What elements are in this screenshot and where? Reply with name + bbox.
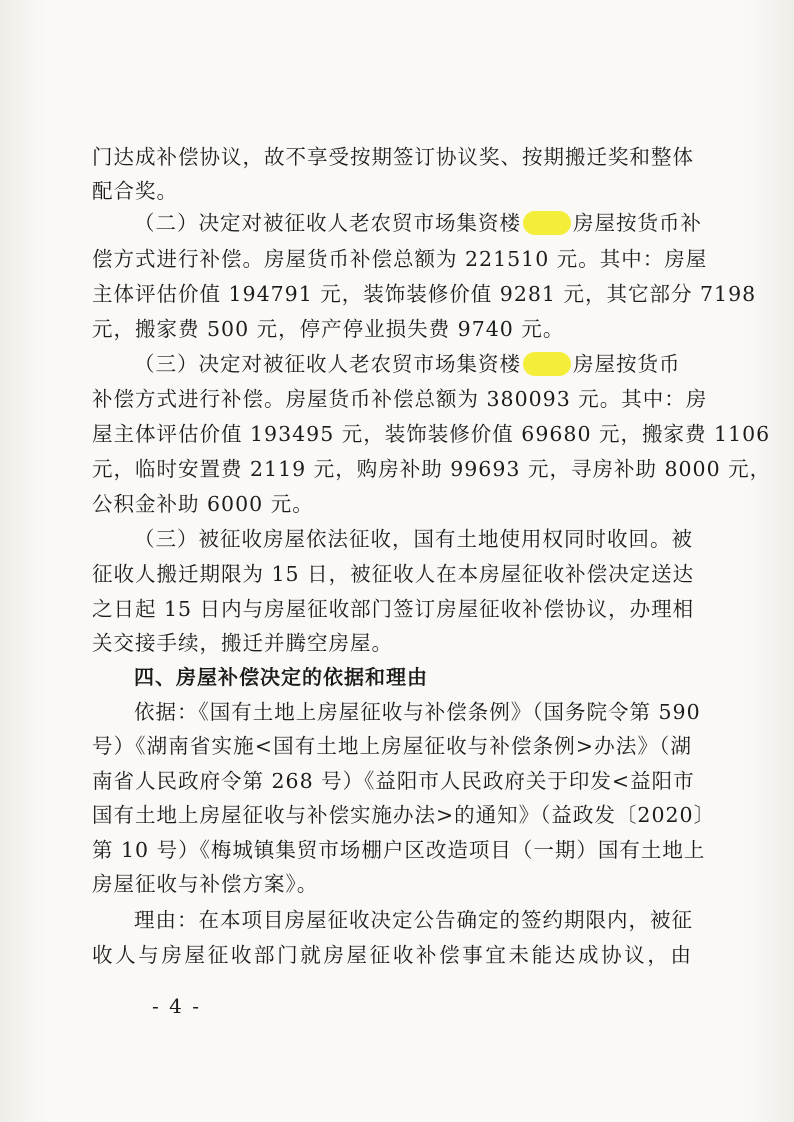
text-line: 收人与房屋征收部门就房屋征收补偿事宜未能达成协议，由 xyxy=(92,943,692,967)
text-line: 之日起 15 日内与房屋征收部门签订房屋征收补偿协议，办理相 xyxy=(92,597,695,621)
text-line: 国有土地上房屋征收与补偿实施办法>的通知》（益政发〔2020〕 xyxy=(92,803,716,827)
text-line: 号）《湖南省实施<国有土地上房屋征收与补偿条例>办法》（湖 xyxy=(92,734,692,758)
text-line: 元，临时安置费 2119 元，购房补助 99693 元，寻房补助 8000 元， xyxy=(92,457,772,481)
text-segment: （二）决定对被征收人老农贸市场集资楼 xyxy=(134,211,521,235)
text-line: 房屋征收与补偿方案》。 xyxy=(92,872,319,896)
text-line: 主体评估价值 194791 元，装饰装修价值 9281 元，其它部分 7198 xyxy=(92,282,757,306)
redaction-mark xyxy=(523,352,571,376)
page-number: - 4 - xyxy=(152,994,201,1018)
text-line xyxy=(92,349,692,379)
text-line: （三）被征收房屋依法征收，国有土地使用权同时收回。被 xyxy=(134,527,693,551)
text-segment: （三）决定对被征收人老农贸市场集资楼 xyxy=(134,352,521,376)
text-line: 补偿方式进行补偿。房屋货币补偿总额为 380093 元。其中：房 xyxy=(92,387,708,411)
section-heading: 四、房屋补偿决定的依据和理由 xyxy=(134,665,428,689)
text-segment: 房屋按货币补 xyxy=(573,211,702,235)
text-segment: 房屋按货币 xyxy=(573,352,681,376)
text-line: 屋主体评估价值 193495 元，装饰装修价值 69680 元，搬家费 1106 xyxy=(92,422,771,446)
text-line: 配合奖。 xyxy=(92,179,178,203)
text-line xyxy=(92,208,702,238)
redaction-mark xyxy=(523,211,571,235)
text-line: 关交接手续，搬迁并腾空房屋。 xyxy=(92,631,393,655)
text-line: 理由：在本项目房屋征收决定公告确定的签约期限内，被征 xyxy=(134,908,693,932)
text-line: 门达成补偿协议，故不享受按期签订协议奖、按期搬迁奖和整体 xyxy=(92,145,694,169)
text-line: 依据：《国有土地上房屋征收与补偿条例》（国务院令第 590 xyxy=(134,700,701,724)
text-line: 第 10 号）《梅城镇集贸市场棚户区改造项目（一期）国有土地上 xyxy=(92,838,706,862)
text-line: 元，搬家费 500 元，停产停业损失费 9740 元。 xyxy=(92,317,565,341)
text-line: 南省人民政府令第 268 号）《益阳市人民政府关于印发<益阳市 xyxy=(92,769,695,793)
text-line: 公积金补助 6000 元。 xyxy=(92,492,314,516)
text-line: 征收人搬迁期限为 15 日，被征收人在本房屋征收补偿决定送达 xyxy=(92,562,695,586)
text-line: 偿方式进行补偿。房屋货币补偿总额为 221510 元。其中：房屋 xyxy=(92,247,708,271)
